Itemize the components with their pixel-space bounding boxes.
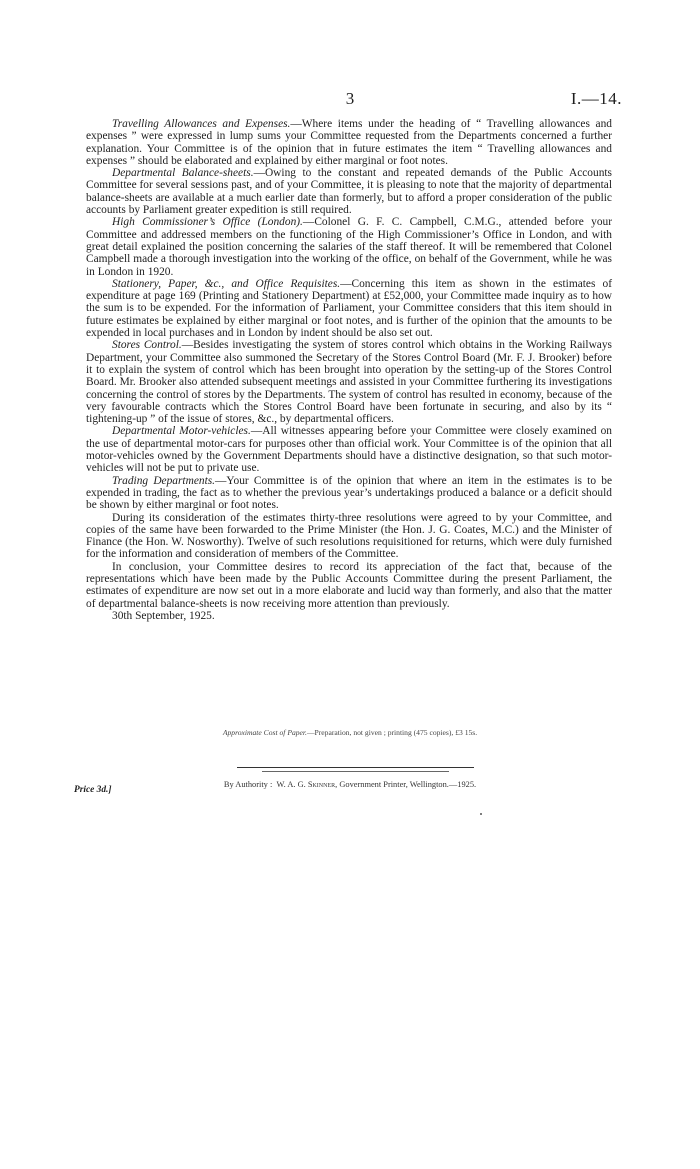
paragraph-text: —Owing to the constant and repeated demands of the Public Accounts Committee for several sessions past, and of your Committee, it is pleasing to note that the majority of departmental balance-sheets are available at a much earlier date than formerly, but to afford a proper consideration of the public accounts by Parliament greater expedition is still required.: [86, 167, 612, 217]
authority-suffix: , Government Printer, Wellington.—1925.: [335, 780, 477, 789]
report-date: 30th September, 1925.: [112, 609, 215, 622]
paragraph-heading: Trading Departments.: [112, 474, 216, 487]
paragraph-text: —All witnesses appearing before your Committee were closely examined on the use of departmental motor-cars for purposes other than official work. Your Committee is of the opinion that all motor-vehicles owned by the Government Departments should have a distinctive designation, so that such motor-vehicles will not be put to private use.: [86, 425, 612, 475]
page-number: 3: [345, 89, 355, 108]
paragraph-motor-vehicles: [86, 425, 612, 474]
paragraph-trading-departments: [86, 475, 612, 512]
paragraph-travelling-allowances: [86, 118, 612, 167]
paragraph-heading: Departmental Motor-vehicles.: [112, 425, 251, 438]
paragraph-heading: Travelling Allowances and Expenses.: [112, 118, 291, 130]
paragraph-stores-control: [86, 339, 612, 425]
paragraph-text: —Concerning this item as shown in the estimates of expenditure at page 169 (Printing and Stationery Department) at £52,000, your Committee made inquiry as to how the sum is to be expended. For the information of Parliament, your Committee considers that this item should in future estimates be explained by either marginal or foot notes, and is further of the opinion that the amounts to be expended in local purchases and in London by indent should be also set out.: [86, 277, 612, 340]
report-body: [86, 118, 612, 622]
paragraph-high-commissioner: [86, 216, 612, 277]
stray-mark: [480, 813, 482, 815]
paragraph-text: —Your Committee is of the opinion that where an item in the estimates is to be expended in trading, the fact as to whether the previous year’s undertakings produced a balance or a deficit should be shown by either marginal or foot notes.: [86, 474, 613, 512]
paragraph-text: During its consideration of the estimates thirty-three resolutions were agreed to by your Committee, and copies of the same have been forwarded to the Prime Minister (the Hon. J. G. Coates, M.C.) and the Minister of Finance (the Hon. W. Nosworthy). Twelve of such resolutions requisitioned for returns, which were duly furnished for the information and consideration of members of the Committee.: [86, 511, 612, 561]
paragraph-conclusion: [86, 561, 612, 610]
printer-name: W. A. G. Skinner: [276, 780, 336, 789]
paragraph-text: —Where items under the heading of “ Travelling allowances and expenses ” were expressed in lump sums your Committee requested from the Departments concerned a further explanation. Your Committee is of the opinion that in future estimates the item “ Travelling allowances and expenses ” should be elaborated and explained by either marginal or foot notes.: [86, 118, 612, 167]
paragraph-balance-sheets: [86, 167, 612, 216]
paragraph-text: In conclusion, your Committee desires to record its appreciation of the fact that, because of the representations which have been made by the Public Accounts Committee during the present Parliament, the estimates of expenditure are now set out in a more elaborate and lucid way than formerly, and also that the matter of departmental balance-sheets is now receiving more attention than previously.: [86, 560, 612, 610]
paragraph-resolutions: [86, 512, 612, 561]
cost-text: —Preparation, not given ; printing (475 copies), £3 15s.: [306, 728, 478, 737]
paragraph-text: —Besides investigating the system of stores control which obtains in the Working Railways Department, your Committee also summoned the Secretary of the Stores Control Board (Mr. F. J. Brooker) before it to explain the system of control which has been brought into operation by the setting-up of the Stores Control Board. Mr. Brooker also attended subsequent meetings and assisted in your Committee furthering its investigations concerning the control of stores by the Departments. The system of control has resulted in economy, because of the very favourable contracts which the Stores Control Board have been fortunate in securing, and also by its “ tightening-up ” of the issue of stores, &c., by departmental officers.: [86, 339, 612, 426]
paragraph-heading: High Commissioner’s Office (London).: [112, 216, 303, 229]
price-label: Price 3d.]: [74, 785, 112, 795]
cost-heading: Approximate Cost of Paper.: [222, 728, 307, 737]
approximate-cost-line: [0, 728, 700, 737]
divider-rule: [237, 767, 474, 768]
divider-rule-thin: [262, 771, 449, 772]
document-reference: I.—14.: [570, 89, 622, 108]
paragraph-heading: Stores Control.: [112, 339, 182, 352]
paragraph-stationery: [86, 278, 612, 339]
paragraph-heading: Stationery, Paper, &c., and Office Requisites.: [112, 277, 341, 290]
paragraph-text: —Colonel G. F. C. Campbell, C.M.G., attended before your Committee and addressed members on the functioning of the High Commissioner’s Office in London, and with great detail explained the position concerning the salaries of the staff thereof. It will be remembered that Colonel Campbell made a thorough investigation into the working of the office, on behalf of the Government, while he was in London in 1920.: [86, 216, 613, 278]
authority-prefix: By Authority :: [223, 780, 273, 789]
paragraph-heading: Departmental Balance-sheets.: [112, 167, 254, 180]
